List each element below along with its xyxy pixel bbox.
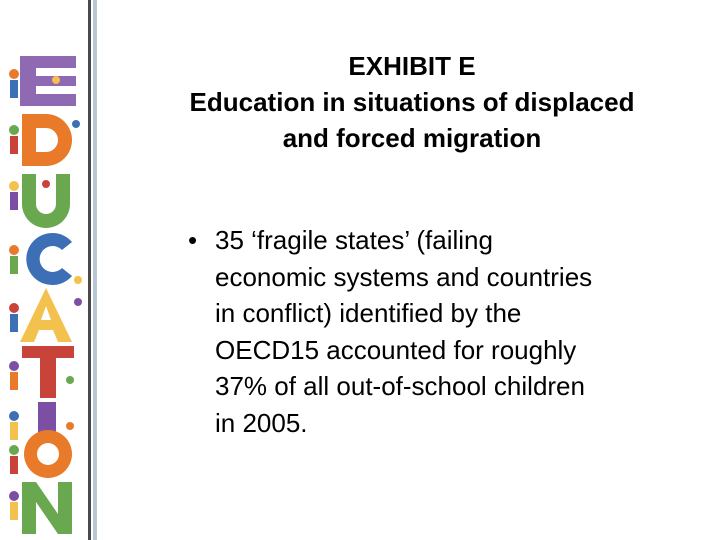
letter-e-illustration [6,50,86,112]
title-line-subject: Education in situations of displaced [189,87,635,117]
strip-divider-dark [88,0,91,540]
letter-d-illustration [6,110,86,172]
title-line-subject-cont: and forced migration [282,123,542,153]
education-illustration-strip [0,0,98,540]
bullet-line: 37% of all out-of-school children [215,371,585,401]
letter-c-illustration [6,228,86,290]
bullet-marker: • [188,225,198,255]
strip-divider-light [93,0,97,540]
bullet-text [215,222,685,441]
letter-o-illustration [6,420,86,482]
bullet-line: in 2005. [215,407,308,438]
letter-n-illustration [6,476,86,538]
title-line-exhibit: EXHIBIT E [348,51,476,81]
letter-t-illustration [6,340,86,402]
bullet-line: economic systems and countries [215,261,593,292]
bullet-line: OECD15 accounted for roughly [215,334,577,365]
letter-a-illustration [6,284,86,346]
bullet-line: in conflict) identified by the [215,298,522,328]
slide-title [104,48,720,156]
bullet-line: 35 ‘fragile states’ (failing [215,225,493,255]
letter-u-illustration [6,170,86,232]
